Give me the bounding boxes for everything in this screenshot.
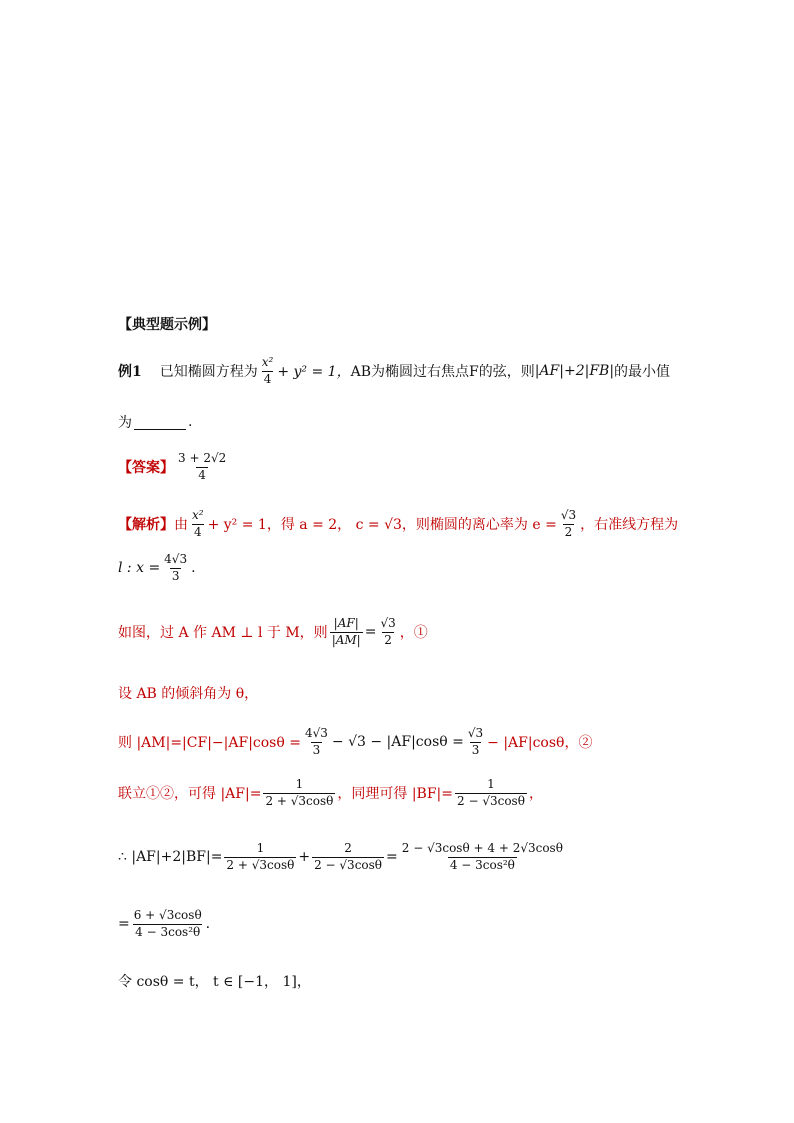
fraction: $\frac{4√3}{3}$ xyxy=(304,726,328,757)
answer-line xyxy=(118,452,230,483)
fraction: x² 4 xyxy=(192,508,204,539)
fraction: $\frac{√3}{3}$ xyxy=(467,726,484,757)
answer-label: 【答案】 xyxy=(118,460,174,477)
example-text: 已知椭圆方程为 xyxy=(159,364,258,381)
fraction: $\frac{2}{2 - √3\cos\theta}$ xyxy=(314,841,383,872)
expression: |AF|+2|FB| xyxy=(534,363,615,380)
fraction: $\frac{4√3}{3}$ xyxy=(164,552,188,583)
analysis-line-2: l : x = $\frac{4√3}{3}$ . xyxy=(118,552,196,583)
answer-blank xyxy=(134,415,186,430)
equation-text: + y² = 1， xyxy=(277,364,351,381)
figure-line: 如图，过 A 作 AM ⊥ l 于 M，则 $\frac{|AF|}{|AM|}$ = $\frac{√3}{2}$ ，① xyxy=(118,616,428,647)
sum-line: ∴ |AF|+2|BF|= $\frac{1}{2 + √3\cos\theta}$ + $\frac{2}{2 - √3\cos\theta}$ = $\frac{2 - √3\cos\theta + 4 + 2√3\cos\theta}{\text{4 − 3cos²θ}}$ xyxy=(118,841,563,872)
result-line: = $\frac{6 + √3\cos\theta}{\text{4 − 3cos²θ}}$ . xyxy=(118,908,211,939)
analysis-label: 【解析】 xyxy=(118,517,174,534)
example-line-2: 为 . xyxy=(118,414,193,431)
fraction: $\frac{|AF|}{|AM|}$ xyxy=(331,616,361,647)
heading-text: 【典型题示例】 xyxy=(118,317,216,333)
analysis-line-1: 【解析】 由 x² 4 + y² = 1，得 a = 2， c = √3，则椭圆的离心率为 e = $\frac{√3}{2}$ ，右准线方程为 xyxy=(118,508,679,539)
union-line: 联立①②，可得 |AF|= $\frac{1}{2 + √3\cos\theta}$ ，同理可得 |BF|= $\frac{1}{2 - √3\cos\theta}$ ， xyxy=(118,777,543,808)
fraction: $\frac{1}{2 + √3\cos\theta}$ xyxy=(226,841,295,872)
let-line: 令 cosθ = t， t ∈ [−1， 1]， xyxy=(118,974,311,990)
theta-line: 设 AB 的倾斜角为 θ， xyxy=(118,686,259,702)
example-text-2: AB为椭圆过右焦点F的弦，则 xyxy=(350,364,535,381)
example-tail: 的最小值 xyxy=(614,364,671,381)
fraction: $\frac{√3}{2}$ xyxy=(380,616,396,647)
fraction: x² 4 xyxy=(261,355,274,386)
section-heading xyxy=(118,314,216,334)
fraction: $\frac{6 + √3\cos\theta}{\text{4 − 3cos²θ}}$ xyxy=(133,908,202,939)
fraction: $\frac{2 - √3\cos\theta + 4 + 2√3\cos\theta}{\text{4 − 3cos²θ}}$ xyxy=(401,841,563,872)
fraction: $\frac{√3}{2}$ xyxy=(560,508,577,539)
example-label: 例1 xyxy=(118,364,142,381)
am-line: 则 |AM|=|CF|−|AF|cosθ = $\frac{4√3}{3}$ − √3 − |AF|cosθ = $\frac{√3}{3}$ − |AF|cosθ，② xyxy=(118,726,593,757)
example-line-1 xyxy=(118,356,670,387)
fraction: $\frac{1}{2 + √3\cos\theta}$ xyxy=(265,777,334,808)
answer-fraction: 3 + 2√2 4 xyxy=(178,451,227,482)
fraction: $\frac{1}{2 - √3\cos\theta}$ xyxy=(457,777,525,808)
